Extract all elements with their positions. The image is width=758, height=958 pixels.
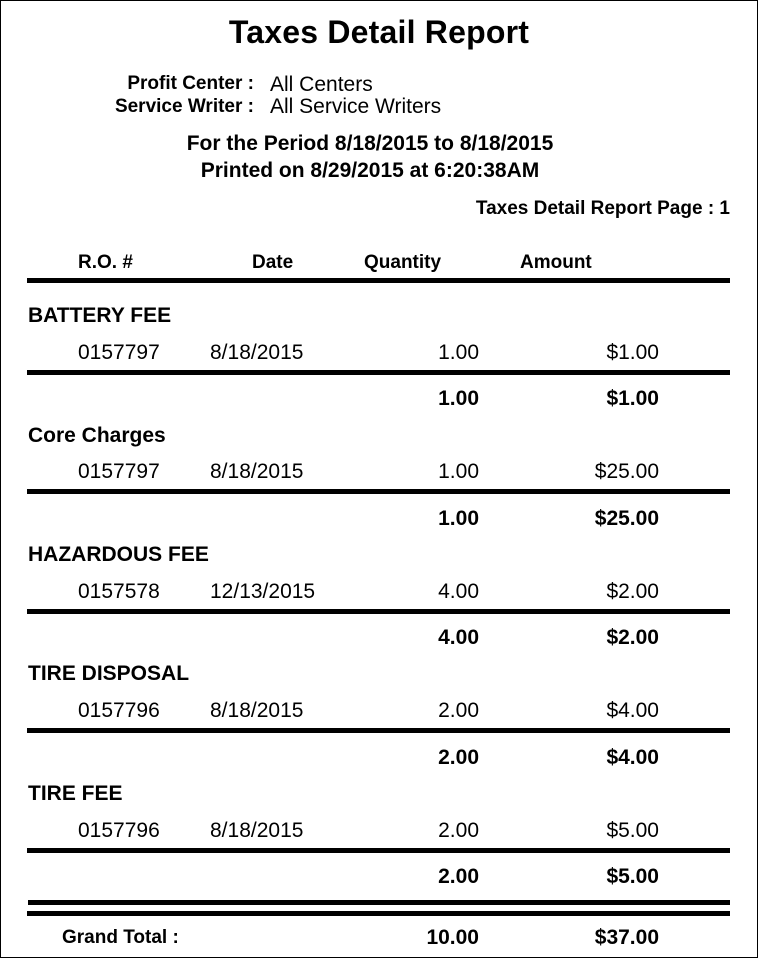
profit-center-label: Profit Center :: [127, 73, 254, 94]
group-name: HAZARDOUS FEE: [28, 543, 209, 566]
page-number: Taxes Detail Report Page : 1: [475, 198, 730, 219]
row-date: 8/18/2015: [210, 699, 304, 722]
report-title: Taxes Detail Report: [228, 14, 530, 50]
subtotal-quantity: 4.00: [438, 626, 479, 649]
row-amount: $2.00: [606, 580, 659, 603]
row-ro: 0157797: [78, 460, 160, 483]
group-divider: [27, 609, 730, 614]
row-amount: $25.00: [594, 460, 659, 483]
column-header-quantity: Quantity: [364, 252, 442, 273]
row-amount: $5.00: [606, 819, 659, 842]
row-ro: 0157578: [78, 580, 160, 603]
row-quantity: 1.00: [438, 341, 479, 364]
subtotal-amount: $2.00: [606, 626, 659, 649]
header-divider: [27, 278, 730, 283]
grand-total-amount: $37.00: [594, 926, 659, 949]
profit-center-value: All Centers: [270, 73, 373, 96]
subtotal-quantity: 2.00: [438, 865, 479, 888]
group-divider: [27, 370, 730, 375]
report-period: For the Period 8/18/2015 to 8/18/2015: [186, 132, 554, 155]
row-date: 8/18/2015: [210, 460, 304, 483]
row-ro: 0157796: [78, 819, 160, 842]
row-quantity: 2.00: [438, 819, 479, 842]
service-writer-label: Service Writer :: [114, 96, 254, 117]
service-writer-value: All Service Writers: [270, 95, 442, 118]
row-ro: 0157796: [78, 699, 160, 722]
group-name: BATTERY FEE: [28, 304, 172, 327]
subtotal-quantity: 1.00: [438, 387, 479, 410]
grand-total-label: Grand Total :: [62, 927, 179, 948]
group-name: Core Charges: [28, 424, 166, 447]
group-name: TIRE DISPOSAL: [28, 662, 190, 685]
grand-total-quantity: 10.00: [426, 926, 479, 949]
row-date: 8/18/2015: [210, 341, 304, 364]
grand-total-divider-top: [28, 900, 730, 905]
group-divider: [27, 489, 730, 494]
column-header-date: Date: [252, 252, 294, 273]
row-amount: $4.00: [606, 699, 659, 722]
subtotal-quantity: 1.00: [438, 507, 479, 530]
grand-total-divider-bottom: [27, 911, 730, 916]
printed-on: Printed on 8/29/2015 at 6:20:38AM: [200, 159, 540, 182]
subtotal-amount: $4.00: [606, 746, 659, 769]
subtotal-amount: $5.00: [606, 865, 659, 888]
row-date: 12/13/2015: [210, 580, 316, 603]
group-divider: [27, 728, 730, 733]
row-quantity: 1.00: [438, 460, 479, 483]
subtotal-amount: $1.00: [606, 387, 659, 410]
row-amount: $1.00: [606, 341, 659, 364]
row-date: 8/18/2015: [210, 819, 304, 842]
group-name: TIRE FEE: [28, 782, 123, 805]
column-header-amount: Amount: [520, 252, 592, 273]
column-header-ro: R.O. #: [78, 252, 133, 273]
subtotal-quantity: 2.00: [438, 746, 479, 769]
subtotal-amount: $25.00: [594, 507, 659, 530]
row-quantity: 2.00: [438, 699, 479, 722]
group-divider: [27, 848, 730, 853]
row-quantity: 4.00: [438, 580, 479, 603]
row-ro: 0157797: [78, 341, 160, 364]
